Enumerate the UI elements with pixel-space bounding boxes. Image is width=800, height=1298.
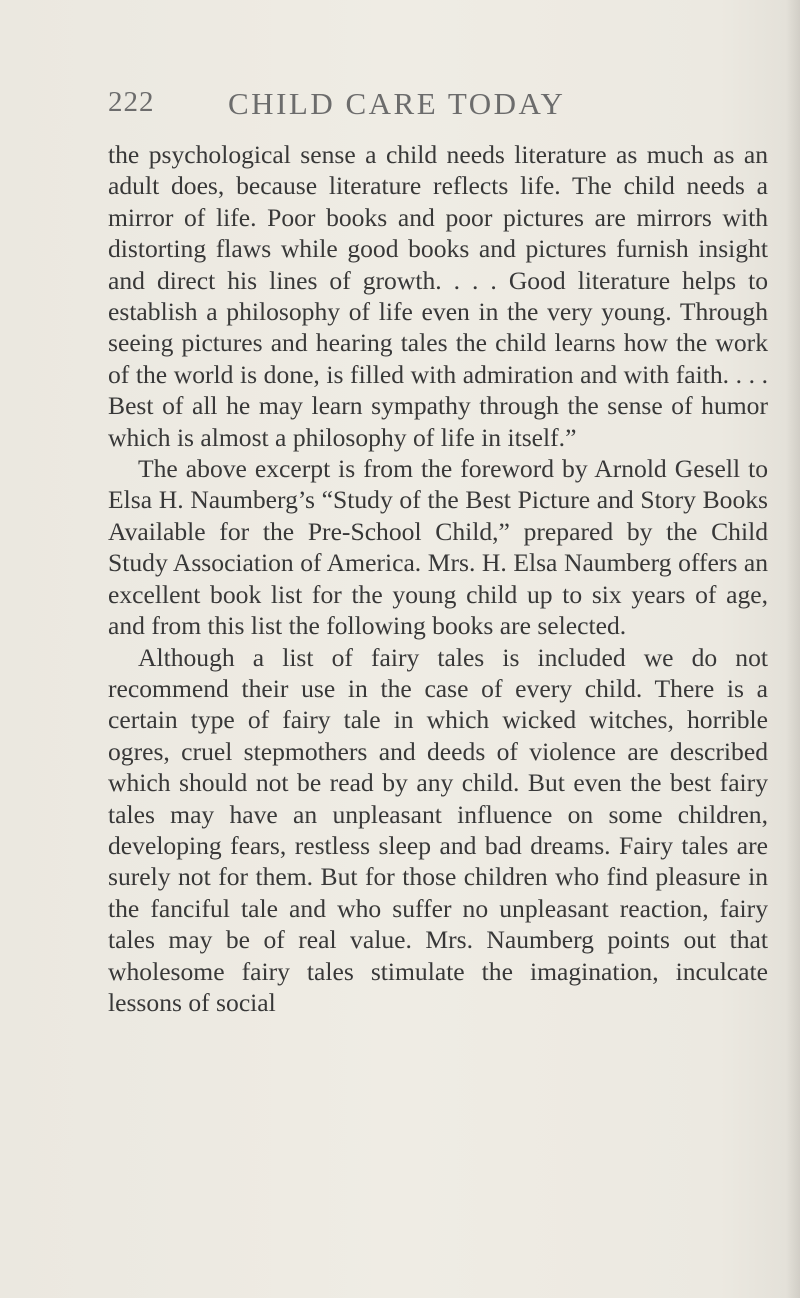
- paragraph-fairy-tales: Although a list of fairy tales is included we do not recommend their use in the case of every child. There is a certain type of fairy tale in which wicked witches, horrible ogres, cruel stepmothers and deeds of violence are described which should not be read by any child. But even the best fairy tales may have an unpleasant influence on some children, developing fears, restless sleep and bad dreams. Fairy tales are surely not for them. But for those children who find pleasure in the fanciful tale and who suffer no unpleasant reaction, fairy tales may be of real value. Mrs. Naumberg points out that wholesome fairy tales stimulate the imagination, inculcate lessons of social: [108, 642, 768, 1017]
- running-title: CHILD CARE TODAY: [228, 86, 566, 121]
- page-number: 222: [108, 86, 155, 118]
- paragraph-quote-continuation: the psychological sense a child needs literature as much as an adult does, because literature reflects life. The child needs a mirror of life. Poor books and poor pictures are mirrors with distorting flaws while good books and pictures furnish insight and direct his lines of growth. . . . Good literature helps to establish a philosophy of life even in the very young. Through seeing pictures and hearing tales the child learns how the work of the world is done, is filled with admiration and with faith. . . . Best of all he may learn sympathy through the sense of humor which is almost a philosophy of life in itself.”: [108, 140, 768, 452]
- page-edge-shadow: [786, 0, 800, 1298]
- body-text: [108, 139, 768, 1018]
- page-header: [108, 86, 768, 126]
- paragraph-excerpt-source: The above excerpt is from the foreword by Arnold Gesell to Elsa H. Naumberg’s “Study of the Best Picture and Story Books Available for the Pre-School Child,” prepared by the Child Study Association of America. Mrs. H. Elsa Naumberg offers an excellent book list for the young child up to six years of age, and from this list the following books are selected.: [108, 454, 768, 641]
